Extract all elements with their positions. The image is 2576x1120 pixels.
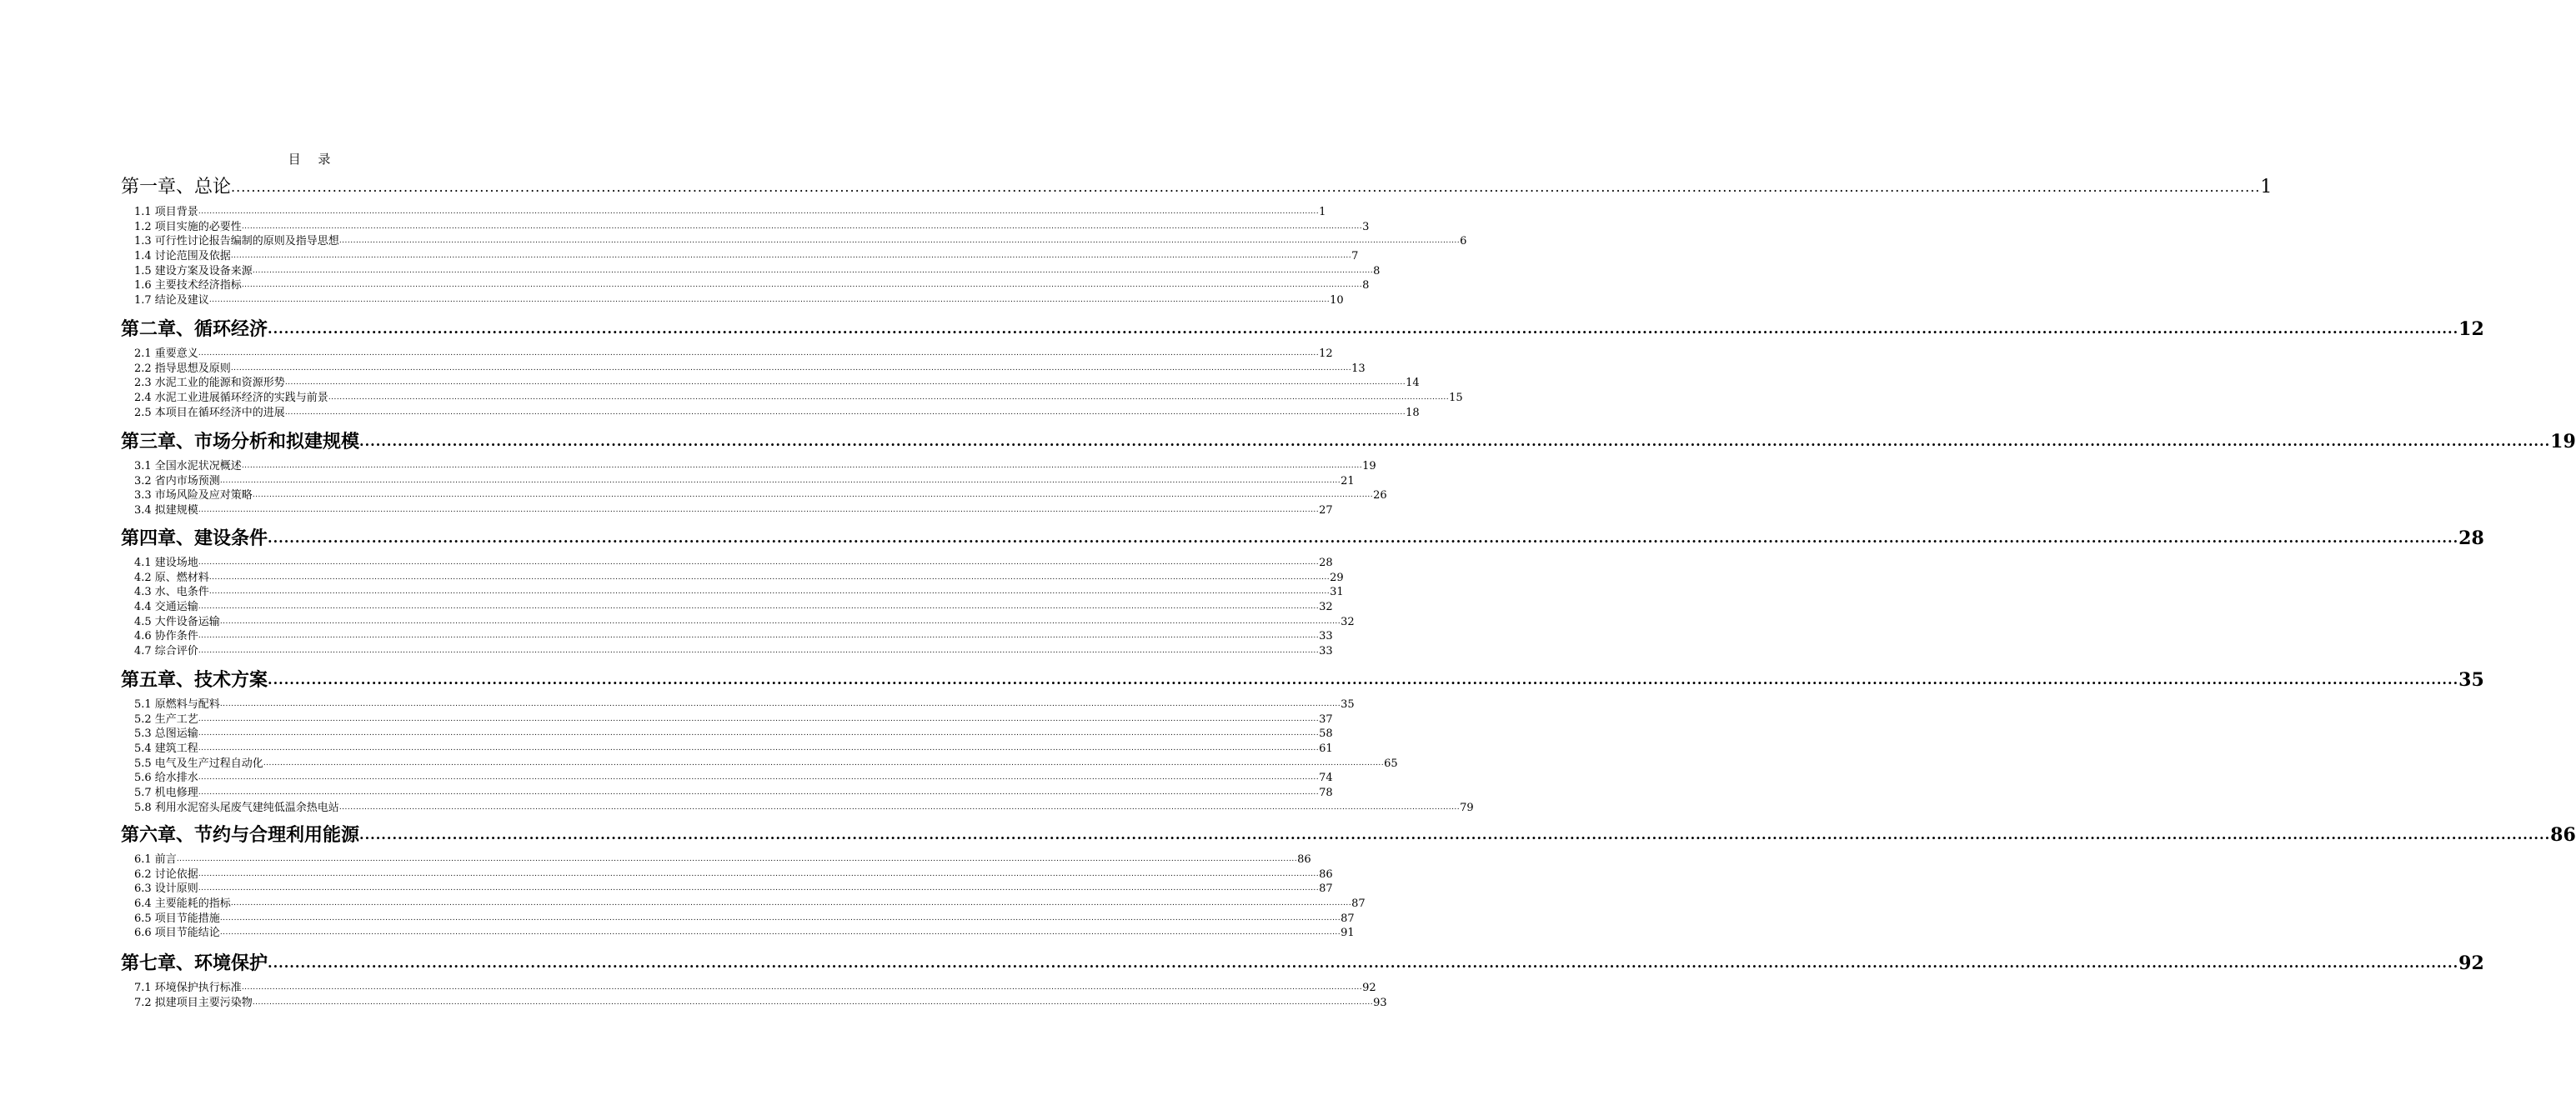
toc-section-entry-page-number: 93: [1373, 996, 1387, 1009]
toc-section-entry-label: 4.1 建设场地: [134, 556, 198, 569]
dot-leader: ................................................................................................................................................................................................................................................................................................................................................................................................................: [252, 998, 1374, 1007]
toc-section-entry[interactable]: [121, 347, 1333, 362]
toc-section-entry[interactable]: [121, 786, 1333, 801]
toc-chapter-block: [121, 170, 2273, 308]
toc-section-entry[interactable]: [121, 882, 1333, 897]
dot-leader: ................................................................................................................................................................................................................................................................................................................................................................................................................: [198, 773, 1320, 782]
toc-section-entry[interactable]: [121, 391, 1463, 406]
dot-leader: ................................................................................................................................................................................................................................................................................................................................................................................................................: [219, 913, 1341, 922]
toc-chapter-entry[interactable]: [121, 175, 2273, 200]
dot-leader: ................................................................................................................................................................................................................................................................................................................................................................................................................: [198, 729, 1320, 738]
toc-chapter-entry-label: 第六章、节约与合理利用能源: [121, 824, 360, 846]
toc-chapter-entry-page-number: 28: [2458, 528, 2484, 549]
toc-section-entry[interactable]: [121, 264, 1381, 279]
dot-leader: ................................................................................................................................................................................................................................................................................................................................................................................................................: [198, 788, 1320, 798]
toc-section-entry-page-number: 32: [1341, 615, 1355, 628]
toc-section-entry-page-number: 7: [1351, 250, 1359, 263]
dot-leader: ................................................................................................................................................................................................................................................................................................................................................................................................................: [241, 281, 1363, 290]
toc-chapter-entry[interactable]: [121, 668, 2484, 692]
toc-section-entry-page-number: 87: [1341, 912, 1355, 925]
toc-section-entry-page-number: 6: [1460, 235, 1467, 248]
toc-chapter-entry-label: 第二章、循环经济: [121, 318, 268, 340]
dot-leader: ................................................................................................................................................................................................................................................................................................................................................................................................................: [198, 884, 1320, 893]
dot-leader: ................................................................................................................................................................................................................................................................................................................................................................................................................: [338, 237, 1461, 246]
toc-section-entry-label: 3.4 拟建规模: [134, 504, 198, 518]
toc-section-entry-page-number: 91: [1341, 927, 1355, 940]
toc-section-entry-label: 5.3 总图运输: [134, 728, 198, 741]
toc-section-entry[interactable]: [121, 585, 1344, 600]
toc-chapter-entry-label: 第七章、环境保护: [121, 952, 268, 974]
toc-chapter-entry-page-number: 35: [2458, 669, 2484, 691]
toc-section-entry[interactable]: [121, 205, 1326, 220]
toc-section-entry-label: 1.5 建设方案及设备来源: [134, 264, 253, 278]
toc-section-entry[interactable]: [121, 698, 1355, 712]
toc-section-entry-page-number: 13: [1351, 362, 1366, 375]
toc-chapter-entry[interactable]: [121, 822, 2576, 848]
toc-chapter-block: [121, 312, 2484, 420]
toc-section-entry-page-number: 27: [1319, 504, 1333, 518]
dot-leader: ................................................................................................................................................................................................................................................................................................................................................................................................................: [198, 506, 1320, 515]
toc-section-entry-page-number: 15: [1449, 392, 1463, 405]
dot-leader: ................................................................................................................................................................................................................................................................................................................................................................................................................: [198, 602, 1320, 612]
toc-section-entry-label: 1.6 主要技术经济指标: [134, 279, 242, 292]
toc-section-entry-label: 4.4 交通运输: [134, 601, 198, 614]
dot-leader: ................................................................................................................................................................................................................................................................................................................................................................................................................: [219, 476, 1341, 485]
dot-leader: ................................................................................................................................................................................................................................................................................................................................................................................................................: [338, 802, 1461, 812]
toc-chapter-block: [121, 521, 2484, 659]
toc-section-entry-label: 1.7 结论及建议: [134, 294, 209, 308]
toc-section-entry-label: 5.5 电气及生产过程自动化: [134, 757, 263, 770]
toc-section-entry-label: 6.1 前言: [134, 852, 177, 866]
dot-leader: ................................................................................................................................................................................................................................................................................................................................................................................................................: [252, 491, 1374, 500]
toc-section-entry[interactable]: [121, 278, 1370, 293]
toc-section-entry-page-number: 78: [1319, 787, 1333, 800]
toc-section-entry[interactable]: [121, 474, 1355, 489]
toc-section-entry-page-number: 8: [1373, 264, 1381, 278]
toc-section-entry-label: 6.4 主要能耗的指标: [134, 898, 231, 911]
dot-leader: ................................................................................................................................................................................................................................................................................................................................................................................................................: [198, 647, 1320, 656]
toc-chapter-entry-label: 第五章、技术方案: [121, 669, 268, 691]
toc-section-entry[interactable]: [121, 293, 1344, 308]
dot-leader: ................................................................................................................................................................................................................................................................................................................................................................................................................: [263, 758, 1385, 768]
toc-section-entry[interactable]: [121, 615, 1355, 630]
toc-section-entry[interactable]: [121, 459, 1376, 474]
toc-section-entry-page-number: 79: [1460, 801, 1474, 814]
toc-section-entry-label: 6.6 项目节能结论: [134, 927, 220, 940]
toc-section-entry-label: 1.2 项目实施的必要性: [134, 220, 242, 233]
dot-leader: ................................................................................................................................................................................................................................................................................................................................................................................................................: [230, 252, 1352, 261]
dot-leader: ................................................................................................................................................................................................................................................................................................................................................................................................................: [284, 408, 1406, 417]
toc-section-entry-label: 5.2 生产工艺: [134, 712, 198, 726]
toc-section-entry-label: 5.6 给水排水: [134, 772, 198, 785]
toc-section-entry-label: 2.2 指导思想及原则: [134, 362, 231, 375]
toc-chapter-entry-page-number: 1: [2260, 177, 2273, 198]
toc-section-entry-page-number: 8: [1362, 279, 1370, 292]
toc-section-entry[interactable]: [121, 926, 1355, 941]
toc-section-entry-label: 2.5 本项目在循环经济中的进展: [134, 406, 285, 419]
dot-leader: ................................................................................................................................................................................................................................................................................................................................................................................................................: [268, 955, 2459, 971]
toc-section-entry-label: 6.5 项目节能措施: [134, 912, 220, 925]
toc-chapter-entry-page-number: 12: [2458, 318, 2484, 340]
toc-chapter-entry-page-number: 19: [2550, 431, 2576, 452]
toc-section-entry-label: 7.1 环境保护执行标准: [134, 981, 242, 994]
toc-section-entry-page-number: 1: [1319, 205, 1326, 218]
toc-section-entry[interactable]: [121, 912, 1355, 927]
toc-chapter-entry-page-number: 92: [2458, 952, 2484, 974]
toc-section-entry[interactable]: [121, 852, 1311, 868]
toc-section-entry-label: 6.2 讨论依据: [134, 868, 198, 881]
toc-section-entry[interactable]: [121, 742, 1333, 757]
toc-section-entry[interactable]: [121, 712, 1333, 728]
dot-leader: ................................................................................................................................................................................................................................................................................................................................................................................................................: [198, 207, 1320, 216]
toc-section-entry-page-number: 3: [1362, 220, 1370, 233]
toc-section-entry-label: 4.5 大件设备运输: [134, 615, 220, 628]
dot-leader: ................................................................................................................................................................................................................................................................................................................................................................................................................: [230, 363, 1352, 372]
dot-leader: ................................................................................................................................................................................................................................................................................................................................................................................................................: [208, 588, 1331, 597]
toc-section-entry-label: 3.1 全国水泥状况概述: [134, 459, 242, 472]
toc-section-entry-page-number: 87: [1351, 898, 1366, 911]
dot-leader: ................................................................................................................................................................................................................................................................................................................................................................................................................: [231, 179, 2261, 195]
toc-section-entry-label: 3.2 省内市场预测: [134, 474, 220, 488]
toc-section-entry[interactable]: [121, 771, 1333, 786]
toc-section-entry-label: 5.4 建筑工程: [134, 742, 198, 756]
dot-leader: ................................................................................................................................................................................................................................................................................................................................................................................................................: [198, 558, 1320, 567]
toc-section-entry-label: 2.4 水泥工业进展循环经济的实践与前景: [134, 392, 328, 405]
toc-section-entry-page-number: 86: [1319, 868, 1333, 881]
toc-chapter-block: [121, 946, 2484, 1010]
toc-chapter-block: [121, 424, 2576, 518]
toc-section-entry-page-number: 33: [1319, 645, 1333, 658]
toc-section-entry-page-number: 12: [1319, 347, 1333, 360]
toc-section-entry-label: 1.4 讨论范围及依据: [134, 250, 231, 263]
dot-leader: ................................................................................................................................................................................................................................................................................................................................................................................................................: [198, 632, 1320, 641]
toc-section-entry-label: 6.3 设计原则: [134, 882, 198, 896]
toc-section-entry-page-number: 87: [1319, 882, 1333, 896]
toc-section-entry-page-number: 92: [1362, 981, 1376, 994]
toc-section-entry-page-number: 61: [1319, 742, 1333, 756]
dot-leader: ................................................................................................................................................................................................................................................................................................................................................................................................................: [284, 378, 1406, 388]
dot-leader: ................................................................................................................................................................................................................................................................................................................................................................................................................: [208, 572, 1331, 582]
dot-leader: ................................................................................................................................................................................................................................................................................................................................................................................................................: [359, 827, 2551, 842]
toc-section-entry-label: 4.3 水、电条件: [134, 586, 209, 599]
dot-leader: ................................................................................................................................................................................................................................................................................................................................................................................................................: [268, 672, 2459, 688]
toc-section-entry-label: 5.7 机电修理: [134, 787, 198, 800]
toc-chapter-entry-page-number: 86: [2550, 824, 2576, 846]
dot-leader: ................................................................................................................................................................................................................................................................................................................................................................................................................: [230, 899, 1352, 908]
toc-section-entry[interactable]: [121, 868, 1333, 882]
toc-section-entry-page-number: 37: [1319, 712, 1333, 726]
dot-leader: ................................................................................................................................................................................................................................................................................................................................................................................................................: [241, 222, 1363, 231]
toc-section-entry[interactable]: [121, 996, 1387, 1011]
toc-section-entry-page-number: 21: [1341, 474, 1355, 488]
toc-section-entry-label: 5.8 利用水泥窑头尾废气建纯低温余热电站: [134, 801, 339, 814]
toc-chapter-entry[interactable]: [121, 526, 2484, 551]
toc-section-entry-label: 1.3 可行性讨论报告编制的原则及指导思想: [134, 235, 339, 248]
dot-leader: ................................................................................................................................................................................................................................................................................................................................................................................................................: [219, 617, 1341, 626]
toc-section-entry-label: 4.7 综合评价: [134, 645, 198, 658]
toc-chapter-block: [121, 818, 2576, 941]
toc-section-entry-label: 3.3 市场风险及应对策略: [134, 489, 253, 502]
dot-leader: ................................................................................................................................................................................................................................................................................................................................................................................................................: [198, 744, 1320, 753]
toc-chapter-entry[interactable]: [121, 429, 2576, 454]
toc-section-entry[interactable]: [121, 757, 1398, 772]
toc-section-entry-page-number: 28: [1319, 556, 1333, 569]
dot-leader: ................................................................................................................................................................................................................................................................................................................................................................................................................: [268, 321, 2459, 337]
toc-chapter-entry-label: 第三章、市场分析和拟建规模: [121, 431, 360, 452]
toc-section-entry-label: 1.1 项目背景: [134, 205, 198, 218]
toc-title: 目 录: [288, 152, 338, 167]
dot-leader: ................................................................................................................................................................................................................................................................................................................................................................................................................: [176, 854, 1298, 863]
toc-section-entry-label: 2.3 水泥工业的能源和资源形势: [134, 377, 285, 390]
toc-section-entry[interactable]: [121, 503, 1333, 518]
dot-leader: ................................................................................................................................................................................................................................................................................................................................................................................................................: [198, 714, 1320, 723]
toc-section-entry-page-number: 29: [1330, 571, 1344, 584]
toc-section-entry[interactable]: [121, 629, 1333, 644]
toc-section-entry-page-number: 65: [1384, 757, 1398, 770]
dot-leader: ................................................................................................................................................................................................................................................................................................................................................................................................................: [328, 393, 1450, 402]
toc-section-entry[interactable]: [121, 897, 1366, 912]
toc-section-entry-page-number: 35: [1341, 698, 1355, 711]
dot-leader: ................................................................................................................................................................................................................................................................................................................................................................................................................: [359, 433, 2551, 449]
toc-section-entry[interactable]: [121, 234, 1467, 249]
toc-chapter-entry[interactable]: [121, 951, 2484, 976]
toc-section-entry-page-number: 74: [1319, 772, 1333, 785]
dot-leader: ................................................................................................................................................................................................................................................................................................................................................................................................................: [252, 266, 1374, 275]
dot-leader: ................................................................................................................................................................................................................................................................................................................................................................................................................: [219, 699, 1341, 708]
toc-section-entry-page-number: 32: [1319, 601, 1333, 614]
toc-section-entry[interactable]: [121, 376, 1420, 391]
dot-leader: ................................................................................................................................................................................................................................................................................................................................................................................................................: [219, 928, 1341, 938]
toc-section-entry-label: 4.6 协作条件: [134, 630, 198, 643]
toc-section-entry-page-number: 19: [1362, 459, 1376, 472]
toc-section-entry-label: 4.2 原、燃材料: [134, 571, 209, 584]
toc-section-entry-label: 7.2 拟建项目主要污染物: [134, 996, 253, 1009]
toc-section-entry-page-number: 86: [1297, 852, 1311, 866]
toc-section-entry-page-number: 31: [1330, 586, 1344, 599]
toc-section-entry-page-number: 10: [1330, 294, 1344, 308]
dot-leader: ................................................................................................................................................................................................................................................................................................................................................................................................................: [208, 296, 1331, 305]
toc-chapter-entry-label: 第一章、总论: [121, 177, 232, 198]
toc-section-entry[interactable]: [121, 249, 1359, 264]
toc-chapter-block: [121, 662, 2484, 816]
dot-leader: ................................................................................................................................................................................................................................................................................................................................................................................................................: [198, 348, 1320, 358]
toc-section-entry[interactable]: [121, 801, 1474, 816]
toc-section-entry[interactable]: [121, 644, 1333, 659]
toc-section-entry-page-number: 26: [1373, 489, 1387, 502]
toc-section-entry[interactable]: [121, 556, 1333, 571]
toc-section-entry-page-number: 58: [1319, 728, 1333, 741]
toc-section-entry-label: 2.1 重要意义: [134, 347, 198, 360]
toc-section-entry[interactable]: [121, 220, 1370, 235]
toc-section-entry-page-number: 14: [1406, 377, 1420, 390]
dot-leader: ................................................................................................................................................................................................................................................................................................................................................................................................................: [268, 530, 2459, 546]
toc-section-entry-page-number: 18: [1406, 406, 1420, 419]
toc-section-entry-label: 5.1 原燃料与配料: [134, 698, 220, 711]
toc-section-entry[interactable]: [121, 362, 1366, 377]
dot-leader: ................................................................................................................................................................................................................................................................................................................................................................................................................: [241, 461, 1363, 470]
toc-section-entry[interactable]: [121, 600, 1333, 615]
toc-section-entry[interactable]: [121, 981, 1376, 996]
toc-section-entry[interactable]: [121, 571, 1344, 586]
dot-leader: ................................................................................................................................................................................................................................................................................................................................................................................................................: [241, 982, 1363, 992]
dot-leader: ................................................................................................................................................................................................................................................................................................................................................................................................................: [198, 869, 1320, 878]
toc-section-entry[interactable]: [121, 488, 1387, 503]
toc-section-entry-page-number: 33: [1319, 630, 1333, 643]
toc-chapter-entry-label: 第四章、建设条件: [121, 528, 268, 549]
toc-section-entry[interactable]: [121, 406, 1420, 421]
toc-chapter-entry[interactable]: [121, 317, 2484, 342]
toc-section-entry[interactable]: [121, 727, 1333, 742]
